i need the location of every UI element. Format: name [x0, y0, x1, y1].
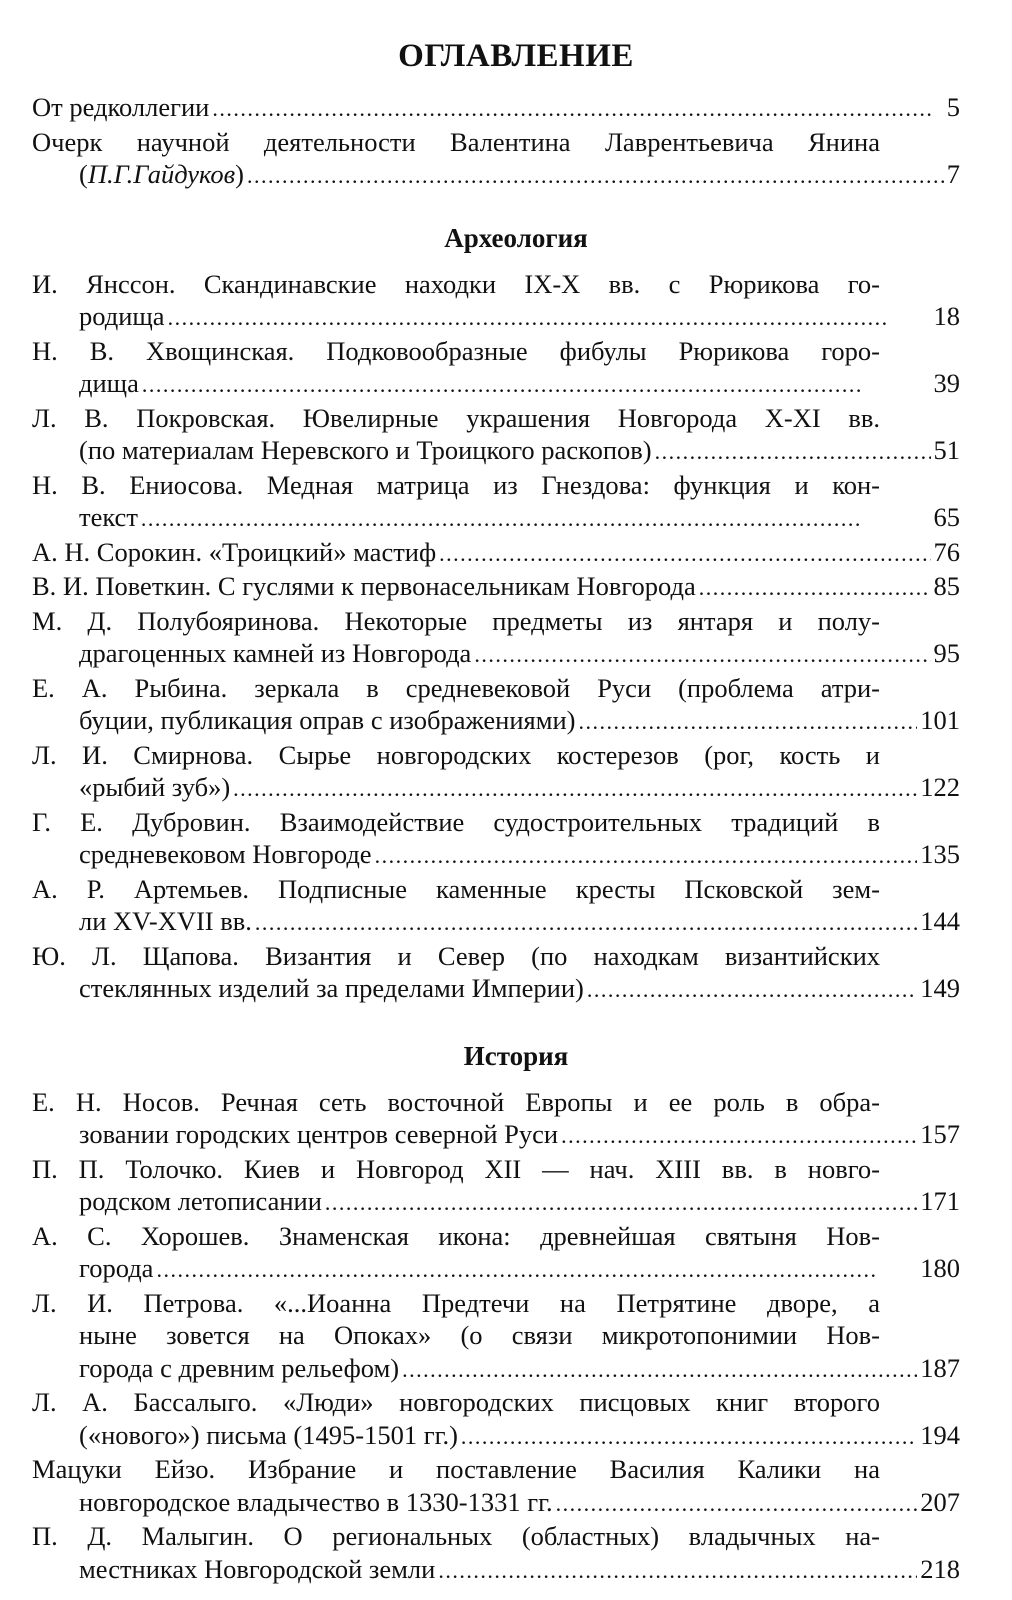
dot-leader [587, 974, 917, 1007]
section-heading: История [463, 1040, 569, 1071]
toc-entry [32, 873, 960, 940]
dot-leader [439, 538, 930, 571]
toc-entry [32, 1220, 960, 1287]
entry-text-line: Л. И. Смирнова. Сырье новгородских костерезов (рог, кость и [32, 739, 880, 770]
entry-text-end: буции, публикация оправ с изображениями) [79, 705, 576, 735]
entry-text-line: А. Р. Артемьев. Подписные каменные кресты Псковской зем- [32, 873, 880, 904]
entry-last-line [32, 972, 960, 1007]
entry-text-end: драгоценных камней из Новгорода [79, 638, 472, 668]
toc-entry [32, 605, 960, 672]
section-heading: Археология [444, 222, 588, 253]
toc-entry [32, 1153, 960, 1220]
entry-text-end: «рыбий зуб») [79, 772, 231, 802]
toc-entry [32, 1386, 960, 1453]
entry-text-line: М. Д. Полубояринова. Некоторые предметы из янтаря и полу- [32, 605, 880, 636]
entry-text-line: Мацуки Ейзо. Избрание и поставление Василия Калики на [32, 1454, 880, 1484]
entry-text-line: Л. И. Петрова. «...Иоанна Предтечи на Петрятине дворе, а [32, 1287, 880, 1318]
toc-entry [32, 672, 960, 739]
page-number: 85 [933, 571, 960, 601]
toc-entry [32, 268, 960, 335]
dot-leader [156, 1254, 917, 1287]
toc-title: ОГЛАВЛЕНИЕ [398, 38, 634, 74]
entry-text-end: местниках Новгородской земли [79, 1553, 436, 1584]
page-number: 5 [946, 92, 960, 122]
toc-entry [32, 91, 960, 126]
page-number: 95 [933, 638, 960, 668]
entry-text-end: (по материалам Неревского и Троицкого раскопов) [79, 435, 652, 465]
toc-entry [32, 335, 960, 402]
entry-last-line [32, 1553, 960, 1588]
entry-text-line: Н. В. Хвощинская. Подковообразные фибулы Рюрикова горо- [32, 335, 880, 366]
toc-entry [32, 570, 960, 605]
toc-sections [32, 223, 960, 1588]
entry-last-line [32, 434, 960, 469]
author-name: П.Г.Гайдуков [87, 159, 236, 189]
toc-entry [32, 1453, 960, 1520]
page-number: 171 [920, 1186, 960, 1216]
entry-text-line: ныне зовется на Опоках» (о связи микротопонимии Нов- [79, 1320, 880, 1350]
entry-last-line [32, 637, 960, 672]
page-number: 122 [920, 772, 960, 802]
entry-text-line: Е. Н. Носов. Речная сеть восточной Европы и ее роль в обра- [32, 1086, 880, 1117]
entry-last-line [32, 1252, 960, 1287]
entry-text-end: текст [79, 502, 138, 532]
entry-text-line: А. С. Хорошев. Знаменская икона: древнейшая святыня Нов- [32, 1220, 880, 1251]
page-number: 76 [933, 536, 960, 567]
page-number: 207 [920, 1486, 960, 1517]
entry-text-end: стеклянных изделий за пределами Империи) [79, 973, 584, 1003]
entry-text-end: От редколлегии [32, 92, 210, 122]
dot-leader [655, 436, 931, 469]
dot-leader [438, 1555, 917, 1588]
entry-text-line: П. П. Толочко. Киев и Новгород XII — нач. XIII вв. в новго- [32, 1153, 880, 1184]
entry-text-end [79, 158, 244, 191]
entry-last-line [32, 570, 960, 605]
entry-last-line [32, 771, 960, 806]
entry-last-line [32, 1118, 960, 1153]
dot-leader [461, 1421, 917, 1454]
dot-leader [141, 503, 931, 536]
page-number: 187 [920, 1352, 960, 1383]
page-number: 157 [920, 1119, 960, 1149]
page-number: 18 [933, 301, 960, 331]
entry-last-line [32, 158, 960, 193]
toc-entry [32, 1287, 960, 1387]
entry-text-end: А. Н. Сорокин. «Троицкий» мастиф [32, 536, 437, 567]
entry-text-end: города с древним рельефом) [79, 1352, 400, 1383]
entry-last-line [32, 536, 960, 571]
entry-last-line [32, 838, 960, 873]
page-number: 65 [933, 502, 960, 532]
entry-text-line: П. Д. Малыгин. О региональных (областных) владычных на- [32, 1521, 880, 1551]
entry-text-end: средневековом Новгороде [79, 839, 372, 869]
dot-leader [556, 1488, 918, 1521]
toc-entry [32, 126, 960, 193]
toc-entry [32, 940, 960, 1007]
entry-text-end: родища [79, 301, 165, 331]
entry-text-end: родском летописании [79, 1186, 322, 1216]
toc-entry [32, 1086, 960, 1153]
toc-entry [32, 739, 960, 806]
page-number: 7 [946, 159, 960, 189]
entry-text-end: дища [79, 368, 139, 398]
entry-last-line [32, 367, 960, 402]
entry-last-line [32, 1352, 960, 1387]
page-number: 180 [920, 1253, 960, 1283]
dot-leader [255, 907, 917, 940]
entry-last-line [32, 300, 960, 335]
dot-leader [402, 1354, 917, 1387]
entry-last-line [32, 704, 960, 739]
toc-entry [32, 806, 960, 873]
entry-text-line: Е. А. Рыбина. зеркала в средневековой Руси (проблема атри- [32, 672, 880, 703]
page-number: 144 [920, 906, 960, 936]
entry-text-end: зовании городских центров северной Руси [79, 1119, 559, 1149]
toc-entry [32, 1520, 960, 1587]
page-number: 51 [933, 435, 960, 465]
entry-text-line: Ю. Л. Щапова. Византия и Север (по находкам византийских [32, 940, 880, 971]
entry-text-end: новгородское владычество в 1330-1331 гг. [79, 1486, 553, 1517]
dot-leader [561, 1120, 917, 1153]
dot-leader [212, 93, 943, 126]
entry-last-line [32, 501, 960, 536]
page-number: 149 [920, 973, 960, 1003]
entry-last-line [32, 91, 960, 126]
dot-leader [233, 773, 917, 806]
paren-close: ) [235, 159, 244, 189]
dot-leader [247, 160, 944, 193]
entry-last-line [32, 1185, 960, 1220]
page-number: 135 [920, 839, 960, 869]
entry-last-line [32, 905, 960, 940]
dot-leader [325, 1187, 917, 1220]
entry-text-line: Г. Е. Дубровин. Взаимодействие судостроительных традиций в [32, 806, 880, 837]
entry-text-line: Л. В. Покровская. Ювелирные украшения Новгорода X-XI вв. [32, 402, 880, 433]
entry-text-line: И. Янссон. Скандинавские находки IX-X вв. с Рюрикова го- [32, 268, 880, 299]
toc-entry [32, 402, 960, 469]
entry-text-line: Н. В. Ениосова. Медная матрица из Гнездова: функция и кон- [32, 469, 880, 500]
entry-text-end: («нового») письма (1495-1501 гг.) [79, 1419, 458, 1450]
entry-last-line [32, 1486, 960, 1521]
dot-leader [579, 706, 918, 739]
toc-entry [32, 536, 960, 571]
page-number: 194 [920, 1419, 960, 1450]
dot-leader [168, 302, 931, 335]
front-matter [32, 91, 960, 193]
dot-leader [142, 369, 931, 402]
entry-text-end: города [79, 1253, 154, 1283]
page-number: 39 [933, 368, 960, 398]
paren-open: ( [79, 159, 88, 189]
page-number: 218 [920, 1553, 960, 1584]
dot-leader [699, 572, 931, 605]
dot-leader [474, 639, 930, 672]
page-number: 101 [920, 705, 960, 735]
toc-entry [32, 469, 960, 536]
dot-leader [375, 840, 918, 873]
entry-text-line: Л. А. Бассалыго. «Люди» новгородских писцовых книг второго [32, 1387, 880, 1417]
entry-text-end: ли XV-XVII вв. [79, 906, 252, 936]
entry-text-end: В. И. Поветкин. С гуслями к первонасельникам Новгорода [32, 571, 696, 601]
entry-text-line: Очерк научной деятельности Валентина Лаврентьевича Янина [32, 126, 880, 157]
entry-last-line [32, 1419, 960, 1454]
